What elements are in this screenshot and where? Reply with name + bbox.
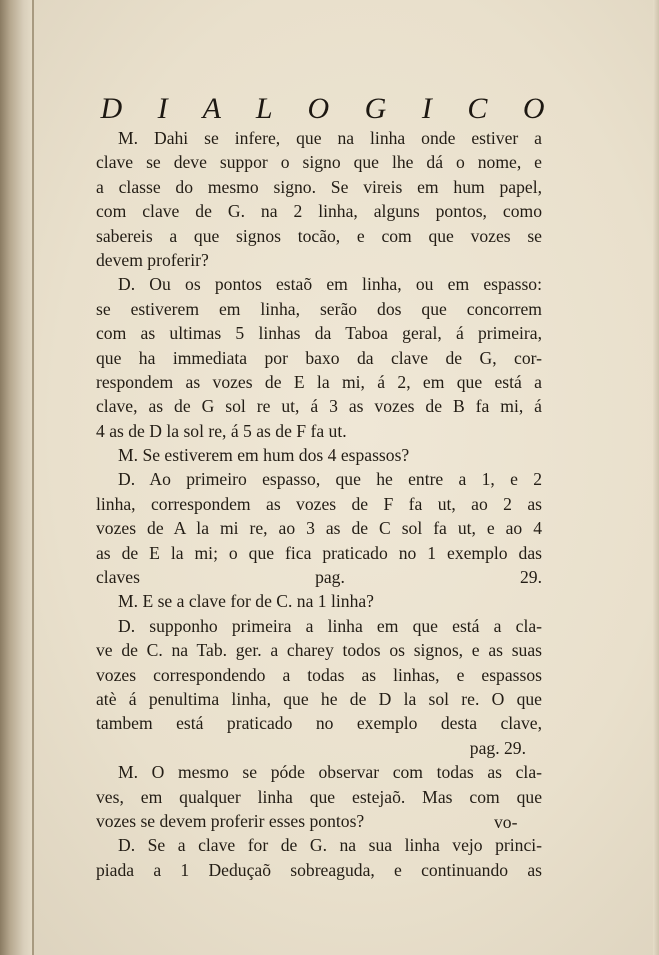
text-line: D. Se a clave for de G. na sua linha vejo princi- xyxy=(118,835,542,856)
text-line: M. Dahi se infere, que na linha onde estiver a xyxy=(118,128,542,148)
text-line: piada a 1 Deduçaõ sobreaguda, e continuando as xyxy=(96,859,542,880)
catchword: vo- xyxy=(494,812,518,832)
text-line: com as ultimas 5 linhas da Taboa geral, á primeira, xyxy=(96,323,542,344)
text-line: devem proferir? xyxy=(96,249,209,270)
running-head: D I A L O G I C O xyxy=(100,92,559,125)
text-line: atè á penultima linha, que he de D la sol re. O que xyxy=(96,688,542,709)
text-line: ves, em qualquer linha que estejaõ. Mas com que xyxy=(96,786,542,807)
text-line: as de E la mi; o que fica praticado no 1 exemplo das xyxy=(96,542,542,563)
page-edge xyxy=(653,0,659,955)
text-line: M. E se a clave for de C. na 1 linha? xyxy=(118,591,374,612)
text-line: claves pag. 29. xyxy=(96,567,542,588)
text-line: respondem as vozes de E la mi, á 2, em que está a xyxy=(96,371,542,392)
text-line: pag. 29. xyxy=(469,737,526,758)
text-line: vozes correspondendo a todas as linhas, e espassos xyxy=(96,664,542,685)
text-line: se estiverem em linha, serão dos que concorrem xyxy=(96,298,542,319)
text-line: 4 as de D la sol re, á 5 as de F fa ut. xyxy=(96,420,347,441)
text-line: clave se deve suppor o signo que lhe dá o nome, e xyxy=(96,152,542,173)
text-line: clave, as de G sol re ut, á 3 as vozes de B fa mi, á xyxy=(96,396,542,417)
text-line: D. supponho primeira a linha em que está a cla- xyxy=(118,615,542,636)
text-line: a classe do mesmo signo. Se vireis em hum papel, xyxy=(96,176,542,197)
text-line: tambem está praticado no exemplo desta clave, xyxy=(96,713,542,734)
text-line: vozes de A la mi re, ao 3 as de C sol fa ut, e ao 4 xyxy=(96,518,542,539)
text-line: M. Se estiverem em hum dos 4 espassos? xyxy=(118,445,410,466)
text-line: M. O mesmo se póde observar com todas as cla- xyxy=(118,762,542,783)
text-line: linha, correspondem as vozes de F fa ut, ao 2 as xyxy=(96,493,542,514)
text-line: com clave de G. na 2 linha, alguns pontos, como xyxy=(96,201,542,222)
body-text xyxy=(96,126,542,882)
text-line: D. Ou os pontos estaõ em linha, ou em espasso: xyxy=(118,274,542,295)
text-line: vozes se devem proferir esses pontos? xyxy=(96,810,365,831)
text-line: D. Ao primeiro espasso, que he entre a 1, e 2 xyxy=(118,469,542,490)
text-line: sabereis a que signos tocão, e com que vozes se xyxy=(96,225,542,246)
book-gutter xyxy=(0,0,34,955)
text-line: ve de C. na Tab. ger. a charey todos os signos, e as suas xyxy=(96,640,542,661)
text-line: que ha immediata por baxo da clave de G, cor- xyxy=(96,347,542,368)
